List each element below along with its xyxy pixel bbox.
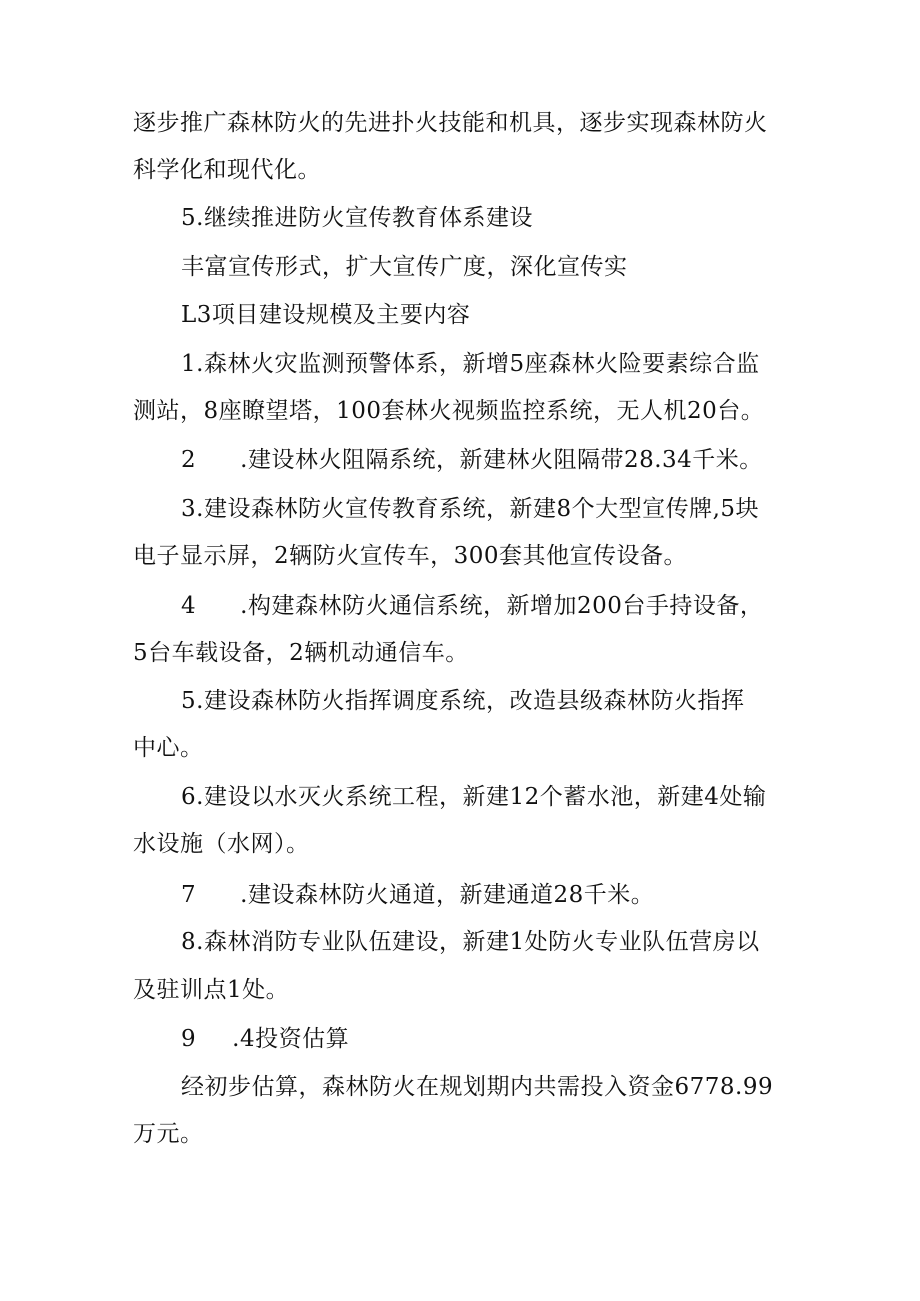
list-item <box>181 782 766 812</box>
item-number: 5 <box>181 205 197 231</box>
item-text: .建设森林防火宣传教育系统，新建8个大型宣传牌,5块 <box>196 496 760 522</box>
item-number: 3 <box>181 496 197 522</box>
item-number: 8 <box>181 929 197 955</box>
body-text-line: 中心。 <box>133 735 204 761</box>
body-text-line: 万元。 <box>133 1121 204 1147</box>
item-text: .构建森林防火通信系统，新增加200台手持设备， <box>240 593 764 619</box>
body-text-line: 水设施（水网）。 <box>133 831 310 857</box>
body-text-line: 逐步推广森林防火的先进扑火技能和机具，逐步实现森林防火 <box>133 110 768 136</box>
item-number: 6 <box>181 784 197 810</box>
item-text: .森林火灾监测预警体系，新增5座森林火险要素综合监 <box>196 351 760 377</box>
item-number: 2 <box>181 447 197 473</box>
body-text-line: 科学化和现代化。 <box>133 157 321 183</box>
item-text: .森林消防专业队伍建设，新建1处防火专业队伍营房以 <box>196 929 760 955</box>
item-number: 1 <box>181 351 197 377</box>
list-item <box>181 445 763 475</box>
item-number: 5 <box>181 688 197 714</box>
item-number: 4 <box>181 593 197 619</box>
section-heading <box>181 203 533 233</box>
body-text-line: 5台车载设备，2辆机动通信车。 <box>133 640 469 666</box>
list-item <box>181 880 654 910</box>
list-item <box>181 591 763 621</box>
list-item <box>181 494 759 524</box>
item-text: .建设林火阻隔系统，新建林火阻隔带28.34千米。 <box>240 447 763 473</box>
body-text-line: 经初步估算，森林防火在规划期内共需投入资金6778.99 <box>181 1074 774 1100</box>
list-item <box>181 927 760 957</box>
item-text: .建设以水灭火系统工程，新建12个蓄水池，新建4处输 <box>196 784 767 810</box>
body-text-line: 电子显示屏，2辆防火宣传车，300套其他宣传设备。 <box>133 543 688 569</box>
body-text-line: 测站，8座瞭望塔，100套林火视频监控系统，无人机20台。 <box>133 398 765 424</box>
list-item <box>181 686 744 716</box>
item-number: 9 <box>181 1026 197 1052</box>
item-number: 7 <box>181 882 197 908</box>
item-text: .继续推进防火宣传教育体系建设 <box>196 205 533 231</box>
body-text-line: 丰富宣传形式，扩大宣传广度，深化宣传实 <box>181 254 628 280</box>
item-text: .建设森林防火指挥调度系统，改造县级森林防火指挥 <box>196 688 745 714</box>
item-text: .建设森林防火通道，新建通道28千米。 <box>240 882 655 908</box>
body-text-line: 及驻训点1处。 <box>133 977 290 1003</box>
section-heading <box>181 1024 349 1054</box>
list-item <box>181 349 760 379</box>
section-heading: L3项目建设规模及主要内容 <box>181 302 471 328</box>
item-text: .4投资估算 <box>232 1026 350 1052</box>
